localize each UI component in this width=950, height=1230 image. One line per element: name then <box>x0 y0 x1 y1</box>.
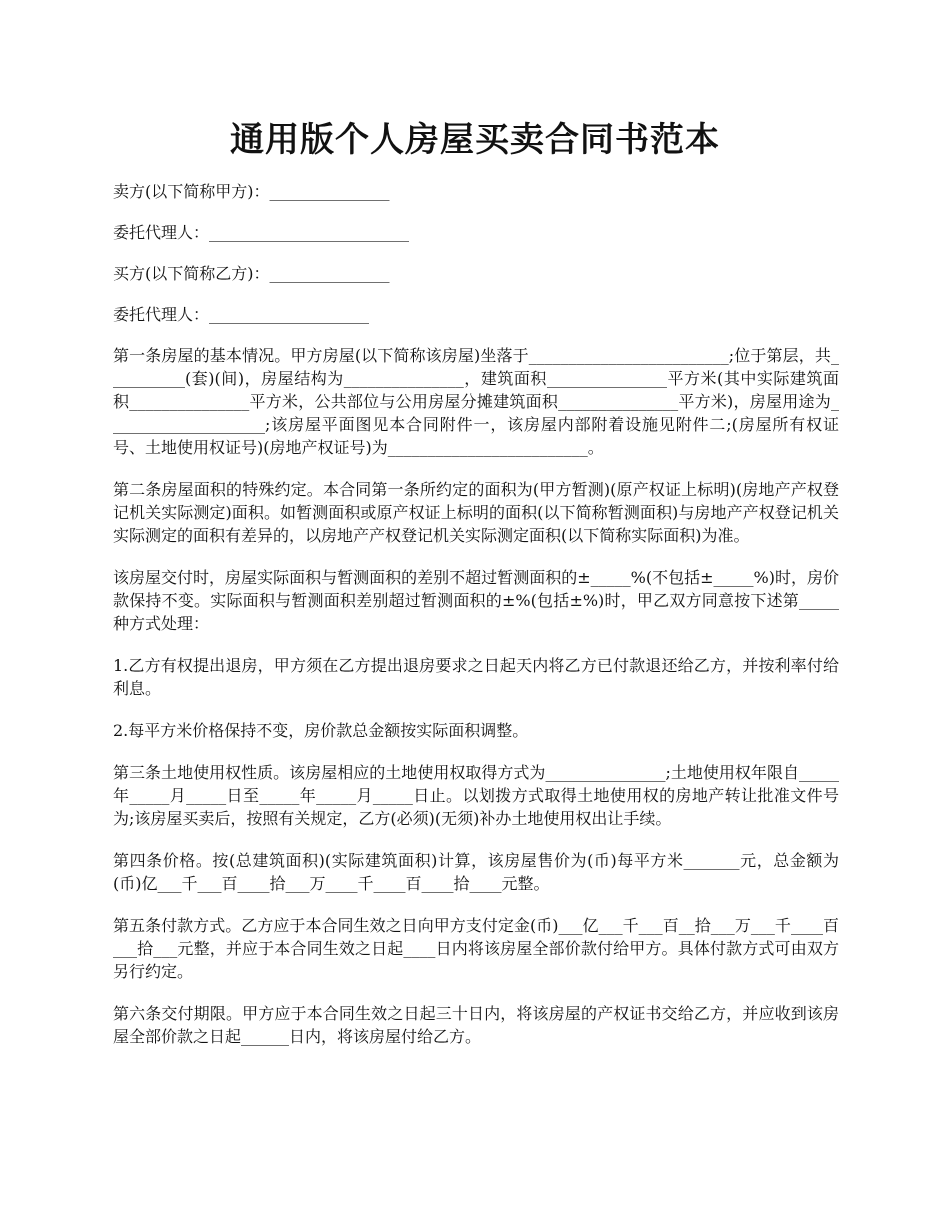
seller-agent-line: 委托代理人：_________________________ <box>113 223 410 242</box>
option-1-paragraph: 1.乙方有权提出退房，甲方须在乙方提出退房要求之日起天内将乙方已付款退还给乙方，并按利率付给利息。 <box>113 656 839 698</box>
buyer-line: 买方(以下简称乙方)：_______________ <box>113 264 390 283</box>
document-title: 通用版个人房屋买卖合同书范本 <box>230 120 720 160</box>
article-5-paragraph: 第五条付款方式。乙方应于本合同生效之日向甲方支付定金(币)___亿___千___百__拾___万___千____百___拾___元整，并应于本合同生效之日起____日内将该房屋全部价款付给甲方。具体付款方式可由双方另行约定。 <box>113 916 839 981</box>
article-4-paragraph: 第四条价格。按(总建筑面积)(实际建筑面积)计算，该房屋售价为(币)每平方米_______元，总金额为(币)亿___千___百____拾___万____千____百____拾____元整。 <box>113 851 839 893</box>
article-6-paragraph: 第六条交付期限。甲方应于本合同生效之日起三十日内，将该房屋的产权证书交给乙方，并应收到该房屋全部价款之日起______日内，将该房屋付给乙方。 <box>113 1004 839 1046</box>
seller-line: 卖方(以下简称甲方)：_______________ <box>113 182 390 201</box>
option-2-paragraph: 2.每平方米价格保持不变，房价款总金额按实际面积调整。 <box>113 721 529 740</box>
buyer-agent-line: 委托代理人：____________________ <box>113 305 370 324</box>
area-difference-paragraph: 该房屋交付时，房屋实际面积与暂测面积的差别不超过暂测面积的±_____%(不包括±_____%)时，房价款保持不变。实际面积与暂测面积差别超过暂测面积的±%(包括±%)时，甲乙双方同意按下述第_____种方式处理： <box>113 568 839 633</box>
article-3-paragraph: 第三条土地使用权性质。该房屋相应的土地使用权取得方式为_______________;土地使用权年限自_____年_____月_____日至_____年_____月_____日止。以划拨方式取得土地使用权的房地产转让批准文件号为;该房屋买卖后，按照有关规定，乙方(必须)(无须)补办土地使用权出让手续。 <box>113 763 839 828</box>
article-1-paragraph: 第一条房屋的基本情况。甲方房屋(以下简称该房屋)坐落于_________________________;位于第层，共__________(套)(间)，房屋结构为_______________，建筑面积_______________平方米(其中实际建筑面积_______________平方米，公共部位与公用房屋分摊建筑面积_______________平方米)，房屋用途为____________________;该房屋平面图见本合同附件一，该房屋内部附着设施见附件二;(房屋所有权证号、土地使用权证号)(房地产权证号)为_________________________。 <box>113 346 839 457</box>
document-body <box>113 180 839 1067</box>
article-2-paragraph: 第二条房屋面积的特殊约定。本合同第一条所约定的面积为(甲方暂测)(原产权证上标明)(房地产产权登记机关实际测定)面积。如暂测面积或原产权证上标明的面积(以下简称暂测面积)与房地产产权登记机关实际测定的面积有差异的，以房地产产权登记机关实际测定面积(以下简称实际面积)为准。 <box>113 480 839 545</box>
